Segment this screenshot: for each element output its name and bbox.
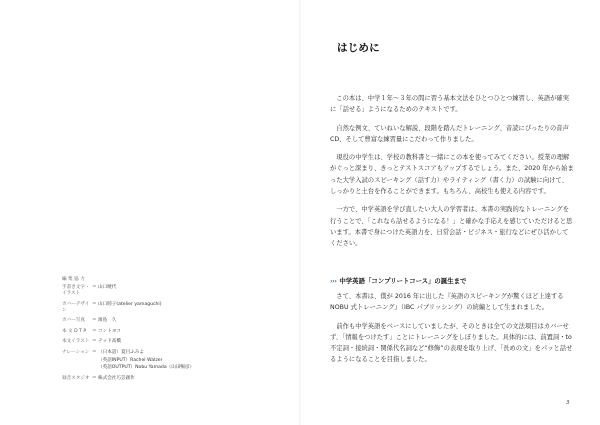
credit-separator: ＝	[92, 318, 97, 324]
credit-line	[62, 365, 272, 371]
credit-separator: ＝	[92, 339, 97, 345]
page-title: はじめに	[337, 42, 380, 54]
credit-line	[62, 339, 272, 345]
credit-role: 手書き文字・ イラスト	[62, 284, 90, 296]
credit-name: 株式会社巧芸創作	[98, 376, 135, 382]
paragraph: 自然な例文、ていねいな解説、段階を踏んだトレーニング、音読にぴったりの音声 CD、そして豊富な練習量にこだわって作りました。	[330, 124, 569, 143]
section-heading-text: 中学英語「コンプリートコース」の誕生まで	[339, 277, 467, 285]
credit-role	[62, 358, 92, 364]
credit-line	[62, 376, 272, 382]
credit-separator: ＝	[92, 284, 97, 290]
paragraph: 一方で、中学英語を学び直したい大人の学習者は、本書の実践的なトレーニングを行うことで、「これなら話せるようになる！」と確かな手応えを感じていただけると思います。本書で身につけた英語力を、日常会話・ビジネス・旅行などにぜひ活かしてください。	[330, 206, 573, 248]
credit-role: 本文イラスト	[62, 339, 90, 345]
section-body	[330, 291, 574, 373]
credit-role: カバーデザイン	[62, 301, 90, 313]
chevrons-icon: ›››	[330, 276, 337, 285]
credit-name: テッド高橋	[98, 339, 121, 345]
intro-body	[330, 93, 574, 257]
paragraph: この本は、中学１年〜３年の間に習う基本文法をひとつひとつ練習し、英語が確実に「話せる」ようになるためのテキストです。	[330, 95, 570, 114]
page-gutter	[299, 0, 301, 425]
credit-line	[62, 329, 272, 335]
credit-name: 濱島 久	[98, 318, 117, 324]
credit-role	[62, 365, 92, 371]
credits-block	[62, 277, 272, 387]
section-heading	[330, 276, 574, 285]
credit-name: （日本語）夏目ふみよ	[98, 350, 144, 356]
credit-line	[62, 285, 272, 297]
credit-line	[62, 358, 272, 364]
paragraph: 前作も中学英語をベースにしていましたが、そのときは全ての文法項目はカバーせず、「情報をつけたす」ことにトレーニングをしぼりました。具体的には、前置詞・to 不定詞・接続詞・関係代名詞など“修飾”の表現を取り上げ、「長めの文」をパッと話せるようになることを目指しました。	[330, 322, 573, 364]
credit-role: カバー写真	[62, 318, 85, 324]
credit-role: 本 文 D T P	[62, 328, 87, 334]
credit-name: 山口睦子(atelier yamaguchi)	[98, 301, 162, 307]
credit-separator: ＝	[92, 301, 97, 307]
credit-line	[62, 302, 272, 314]
paragraph: 現役の中学生は、学校の教科書と一緒にこの本を使ってみてください。授業の理解がぐっと深まり、きっとテストスコアもアップするでしょう。また、2020 年から始まった大学入試のスピーキング（話す力）やライティング（書く力）の試験に向けて、しっかりと土台を作ることができます。もちろん、高校生も使える内容です。	[330, 154, 574, 196]
credit-separator: ＝	[92, 376, 97, 382]
credit-line	[62, 318, 272, 324]
credit-line	[62, 350, 272, 356]
credit-role: 録音スタジオ	[62, 376, 90, 382]
page-number: 3	[566, 400, 570, 406]
credit-name: コントヨコ	[98, 328, 121, 334]
credit-role: ナレーション	[62, 350, 90, 356]
credit-name: 山口暁代	[98, 284, 117, 290]
credit-separator: ＝	[92, 350, 97, 356]
credit-separator: ＝	[92, 328, 97, 334]
credit-name: （英語OUTPUT）Nobu Yamada（山田暢彦）	[98, 365, 195, 371]
paragraph: さて、本書は、僕が 2016 年に出した『英語のスピーキングが驚くほど上達する NOBU 式トレーニング』（IBC パブリッシング）の続編として生まれました。	[330, 293, 564, 312]
credit-role: 編 集 協 力	[62, 277, 85, 282]
credit-line	[62, 277, 272, 283]
credit-name: （英語INPUT）Rachel Walzer	[98, 357, 163, 363]
